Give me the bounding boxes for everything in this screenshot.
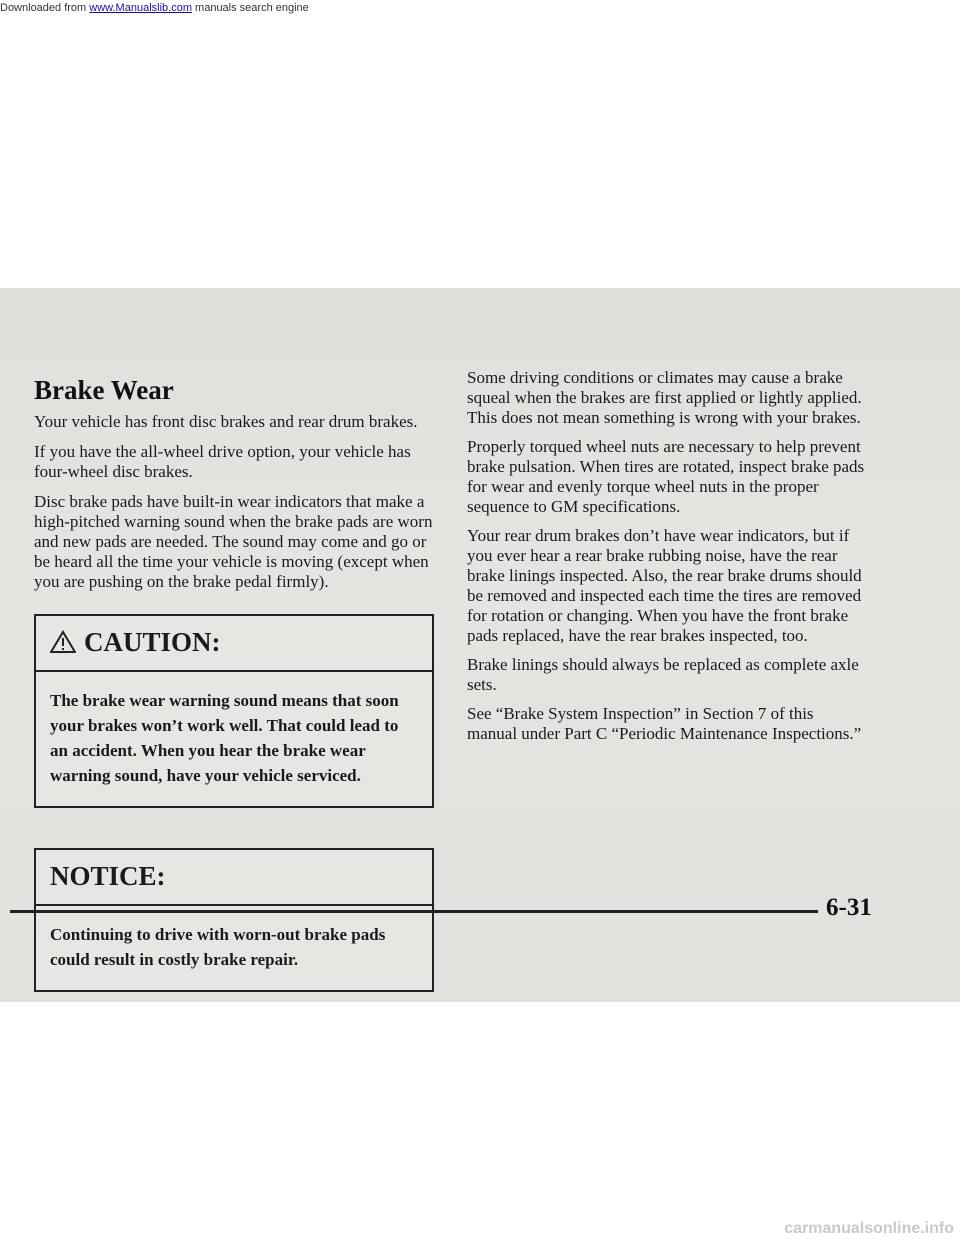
paragraph: Your vehicle has front disc brakes and rear drum brakes. [34, 412, 418, 431]
warning-triangle-icon [50, 630, 76, 654]
footer-rule [10, 910, 818, 913]
notice-box [34, 848, 434, 992]
page-number: 6-31 [826, 894, 872, 921]
caution-text: The brake wear warning sound means that soon your brakes won’t work well. That could lead to an accident. When you hear the brake wear warning sound, have your vehicle serviced. [50, 691, 399, 785]
notice-title: NOTICE: [50, 861, 166, 891]
left-column [34, 374, 434, 992]
header-prefix: Downloaded from [0, 2, 90, 14]
paragraph: Disc brake pads have built-in wear indicators that make a high-pitched warning sound when the brake pads are worn and new pads are needed. The sound may come and go or be heard all the time your vehicle is moving (except when you are pushing on the brake pedal firmly). [34, 492, 433, 591]
header-suffix: manuals search engine [191, 2, 309, 14]
manual-page [0, 288, 960, 1002]
paragraph: Brake linings should always be replaced as complete axle sets. [467, 655, 859, 694]
paragraph: Your rear drum brakes don’t have wear indicators, but if you ever hear a rear brake rubbing noise, have the rear brake linings inspected. Also, the rear brake drums should be removed and inspected each time the tires are removed for rotation or changing. When you have the front brake pads replaced, have the rear brakes inspected, too. [467, 526, 862, 645]
paragraph: If you have the all-wheel drive option, your vehicle has four-wheel disc brakes. [34, 442, 411, 481]
watermark: carmanualsonline.info [784, 1220, 954, 1237]
caution-header [36, 616, 432, 672]
manualslib-link[interactable]: www.Manualslib.com [89, 2, 192, 14]
notice-header [36, 850, 432, 906]
download-header [0, 2, 960, 14]
caution-box [34, 614, 434, 808]
paragraph: Properly torqued wheel nuts are necessary to help prevent brake pulsation. When tires are rotated, inspect brake pads for wear and evenly torque wheel nuts in the proper sequence to GM specifications. [467, 437, 865, 516]
section-title: Brake Wear [34, 375, 174, 405]
paragraph: See “Brake System Inspection” in Section 7 of this manual under Part C “Periodic Maintenance Inspections.” [467, 704, 862, 743]
right-column [467, 368, 867, 753]
paragraph: Some driving conditions or climates may cause a brake squeal when the brakes are first applied or lightly applied. This does not mean something is wrong with your brakes. [467, 368, 862, 427]
notice-text: Continuing to drive with worn-out brake pads could result in costly brake repair. [50, 925, 386, 969]
caution-title: CAUTION: [84, 627, 221, 657]
